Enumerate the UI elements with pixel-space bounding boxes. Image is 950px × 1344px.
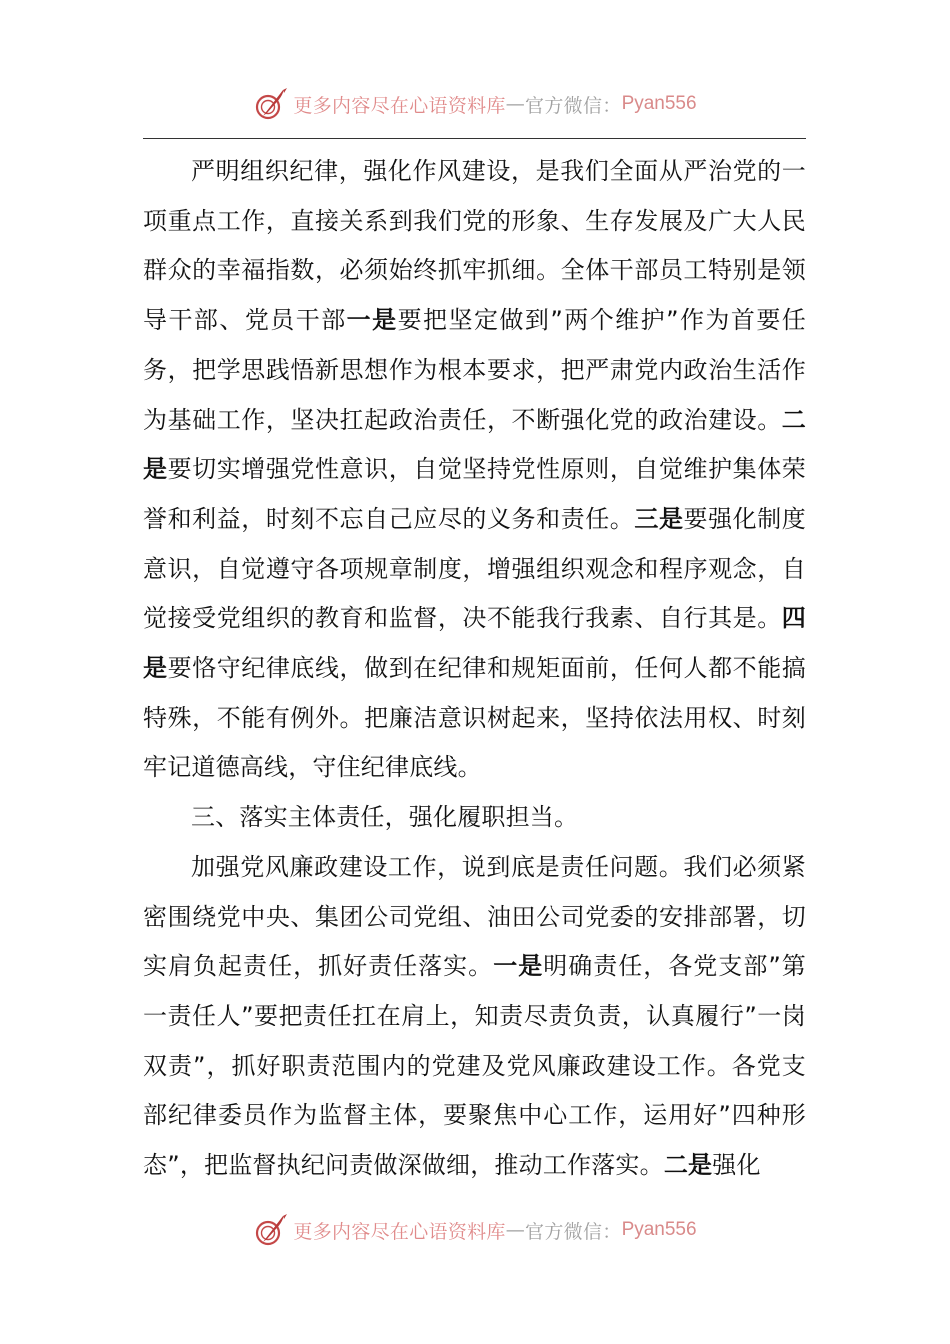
banner-wechat-label: 官方微信：	[525, 1220, 622, 1243]
banner-brand-text: 更多内容尽在心语资料库	[293, 94, 506, 117]
text-run: 要切实增强党性意识，自觉坚持党性原则，自觉维护集体荣誉和利益，时刻不忘自己应尽的义务和责任。	[143, 455, 807, 533]
banner-wechat-id: Pyan556	[621, 1219, 697, 1240]
bold-marker: 四是	[143, 604, 806, 683]
bold-marker: 一是	[346, 306, 398, 335]
footer-banner	[0, 1210, 950, 1250]
bold-marker: 二是	[143, 405, 806, 484]
header-divider	[143, 138, 806, 139]
bold-marker: 三是	[634, 504, 684, 533]
quill-pen-logo-icon	[253, 1212, 289, 1248]
text-run: 严明组织纪律，强化作风建设，是我们全面从严治党的一项重点工作，直接关系到我们党的形象、生存发展及广大人民群众的幸福指数，必须始终抓牢抓细。全体干部员工特别是领导干部、党员干部	[143, 157, 806, 335]
text-run: 要强化制度意识，自觉遵守各项规章制度，增强组织观念和程序观念，自觉接受党组织的教育和监督，决不能我行我素、自行其是。	[143, 504, 807, 633]
header-banner	[0, 84, 950, 124]
quill-pen-logo-icon	[253, 86, 289, 122]
text-run: 强化	[712, 1151, 761, 1180]
banner-wechat-id: Pyan556	[621, 93, 697, 114]
section-heading: 三、落实主体责任，强化履职担当。	[191, 803, 579, 832]
text-run: 要恪守纪律底线，做到在纪律和规矩面前，任何人都不能搞特殊，不能有例外。把廉洁意识树起来，坚持依法用权、时刻牢记道德高线，守住纪律底线。	[143, 654, 807, 782]
banner-wechat-label: 官方微信：	[525, 94, 622, 117]
bold-marker: 一是	[493, 952, 544, 981]
banner-dash: —	[505, 93, 526, 115]
paragraph-discipline	[143, 147, 806, 793]
paragraph-responsibility	[143, 843, 806, 1191]
text-run: 加强党风廉政建设工作，说到底是责任问题。我们必须紧密围绕党中央、集团公司党组、油田公司党委的安排部署，切实肩负起责任，抓好责任落实。	[143, 852, 806, 981]
banner-dash: —	[505, 1219, 526, 1241]
bold-marker: 二是	[663, 1151, 713, 1180]
text-run: 明确责任，各党支部”第一责任人”要把责任扛在肩上，知责尽责负责，认真履行”一岗双责”，抓好职责范围内的党建及党风廉政建设工作。各党支部纪律委员作为监督主体，要聚焦中心工作，运用好”四种形态”，把监督执纪问责做深做细，推动工作落实。	[143, 952, 806, 1180]
banner-brand-text: 更多内容尽在心语资料库	[293, 1220, 506, 1243]
document-body	[143, 147, 806, 1191]
text-run: 要把坚定做到”两个维护”作为首要任务，把学思践悟新思想作为根本要求，把严肃党内政治生活作为基础工作，坚决扛起政治责任，不断强化党的政治建设。	[143, 306, 806, 434]
